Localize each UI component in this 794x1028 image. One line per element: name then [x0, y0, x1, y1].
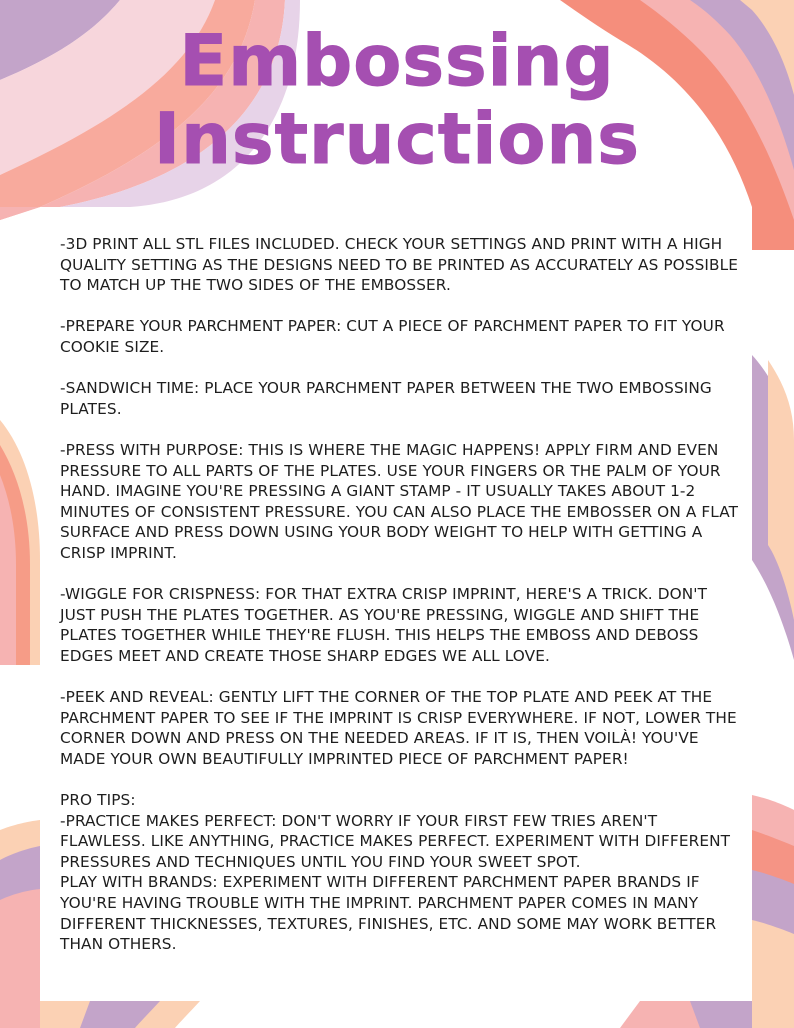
instructions-body — [60, 234, 740, 955]
instruction-step: -WIGGLE FOR CRISPNESS: FOR THAT EXTRA CRISP IMPRINT, HERE'S A TRICK. DON'T JUST PUSH THE PLATES TOGETHER. AS YOU'RE PRESSING, WIGGLE AND SHIFT THE PLATES TOGETHER WHILE THEY'RE FLUSH. THIS HELPS THE EMBOSS AND DEBOSS EDGES MEET AND CREATE THOSE SHARP EDGES WE ALL LOVE. — [60, 585, 708, 665]
pro-tip-item: -PRACTICE MAKES PERFECT: DON'T WORRY IF YOUR FIRST FEW TRIES AREN'T FLAWLESS. LIKE ANYTHING, PRACTICE MAKES PERFECT. EXPERIMENT WITH DIFFERENT PRESSURES AND TECHNIQUES UNTIL YOU FIND YOUR SWEET SPOT. — [60, 811, 731, 871]
title-line-2: Instructions — [154, 98, 640, 180]
wave-bottom-right-peach — [752, 920, 794, 1028]
pro-tips-section — [60, 790, 740, 955]
instruction-step: -PRESS WITH PURPOSE: THIS IS WHERE THE MAGIC HAPPENS! APPLY FIRM AND EVEN PRESSURE TO ALL PARTS OF THE PLATES. USE YOUR FINGERS OR THE PALM OF YOUR HAND. IMAGINE YOU'RE PRESSING A GIANT STAMP - IT USUALLY TAKES ABOUT 1-2 MINUTES OF CONSISTENT PRESSURE. YOU CAN ALSO PLACE THE EMBOSSER ON A FLAT SURFACE AND PRESS DOWN USING YOUR BODY WEIGHT TO HELP WITH GETTING A CRISP IMPRINT. — [60, 440, 739, 562]
title-line-1: Embossing — [179, 20, 615, 102]
instruction-step: -3D PRINT ALL STL FILES INCLUDED. CHECK YOUR SETTINGS AND PRINT WITH A HIGH QUALITY SETTING AS THE DESIGNS NEED TO BE PRINTED AS ACCURATELY AS POSSIBLE TO MATCH UP THE TWO SIDES OF THE EMBOSSER. — [60, 235, 739, 295]
wave-bottom-left-pink — [0, 889, 40, 1028]
wave-bottom-edge-right-lavender — [690, 1001, 752, 1028]
pro-tips-heading: PRO TIPS: — [60, 791, 136, 810]
instruction-step: -PREPARE YOUR PARCHMENT PAPER: CUT A PIECE OF PARCHMENT PAPER TO FIT YOUR COOKIE SIZE. — [60, 317, 725, 356]
instruction-step: -PEEK AND REVEAL: GENTLY LIFT THE CORNER OF THE TOP PLATE AND PEEK AT THE PARCHMENT PAPER TO SEE IF THE IMPRINT IS CRISP EVERYWHERE. IF NOT, LOWER THE CORNER DOWN AND PRESS ON THE NEEDED AREAS. IF IT IS, THEN VOILÀ! YOU'VE MADE YOUR OWN BEAUTIFULLY IMPRINTED PIECE OF PARCHMENT PAPER! — [60, 688, 737, 768]
pro-tip-item: PLAY WITH BRANDS: EXPERIMENT WITH DIFFERENT PARCHMENT PAPER BRANDS IF YOU'RE HAVING TROUBLE WITH THE IMPRINT. PARCHMENT PAPER COMES IN MANY DIFFERENT THICKNESSES, TEXTURES, FINISHES, ETC. AND SOME MAY WORK BETTER THAN OTHERS. — [60, 873, 717, 954]
instruction-step: -SANDWICH TIME: PLACE YOUR PARCHMENT PAPER BETWEEN THE TWO EMBOSSING PLATES. — [60, 379, 712, 418]
page-title — [0, 22, 794, 178]
